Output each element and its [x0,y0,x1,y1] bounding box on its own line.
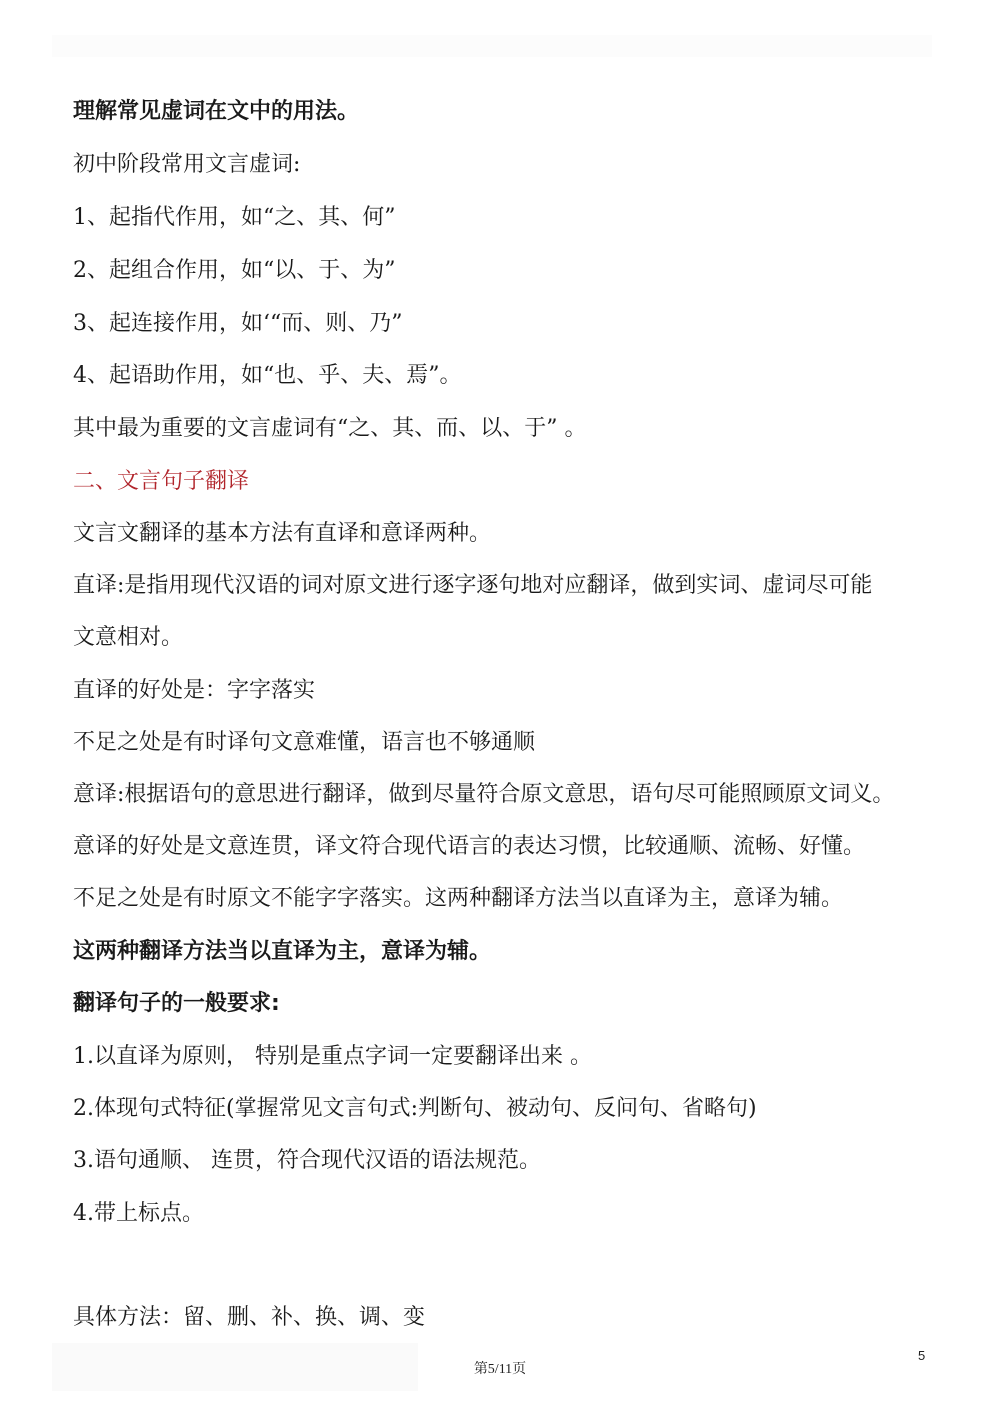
text-line-12: 直译的好处是：字字落实 [73,678,316,703]
text-line-23: 具体方法：留、删、补、换、调、变 [73,1305,426,1330]
page-footer-label: 第5/11页 [473,1362,527,1377]
text-line-21: 3.语句通顺、 连贯，符合现代汉语的语法规范。 [73,1148,541,1173]
text-line-11: 文意相对。 [73,625,184,650]
text-line-7: 其中最为重要的文言虚词有“之、其、而、以、于” 。 [73,416,587,441]
text-line-17: 这两种翻译方法当以直译为主，意译为辅。 [73,939,492,964]
text-line-5: 3、起连接作用，如‘“而、则、乃” [73,311,403,336]
text-line-6: 4、起语助作用，如“也、乎、夫、焉”。 [73,363,462,388]
text-line-1: 理解常见虚词在文中的用法。 [73,99,360,124]
text-line-22: 4.带上标点。 [73,1201,204,1226]
text-line-16: 不足之处是有时原文不能字字落实。这两种翻译方法当以直译为主，意译为辅。 [73,886,844,911]
text-line-19: 1.以直译为原则， 特别是重点字词一定要翻译出来 。 [73,1044,592,1069]
text-line-9: 文言文翻译的基本方法有直译和意译两种。 [73,521,492,546]
text-line-14: 意译:根据语句的意思进行翻译，做到尽量符合原文意思，语句尽可能照顾原文词义。 [73,782,895,807]
section-heading: 二、文言句子翻译 [73,469,250,494]
text-line-3: 1、起指代作用，如“之、其、何” [73,205,396,230]
text-line-2: 初中阶段常用文言虚词: [73,152,301,177]
text-line-18: 翻译句子的一般要求: [73,991,280,1016]
text-line-13: 不足之处是有时译句文意难懂，语言也不够通顺 [73,730,536,755]
page-number: 5 [918,1348,926,1363]
header-band [52,35,932,57]
text-line-10: 直译:是指用现代汉语的词对原文进行逐字逐句地对应翻译，做到实词、虚词尽可能 [73,573,873,598]
text-line-15: 意译的好处是文意连贯，译文符合现代语言的表达习惯，比较通顺、流畅、好懂。 [73,834,866,859]
text-line-20: 2.体现句式特征(掌握常见文言句式:判断句、被动句、反问句、省略句) [73,1096,757,1121]
text-line-4: 2、起组合作用，如“以、于、为” [73,258,396,283]
